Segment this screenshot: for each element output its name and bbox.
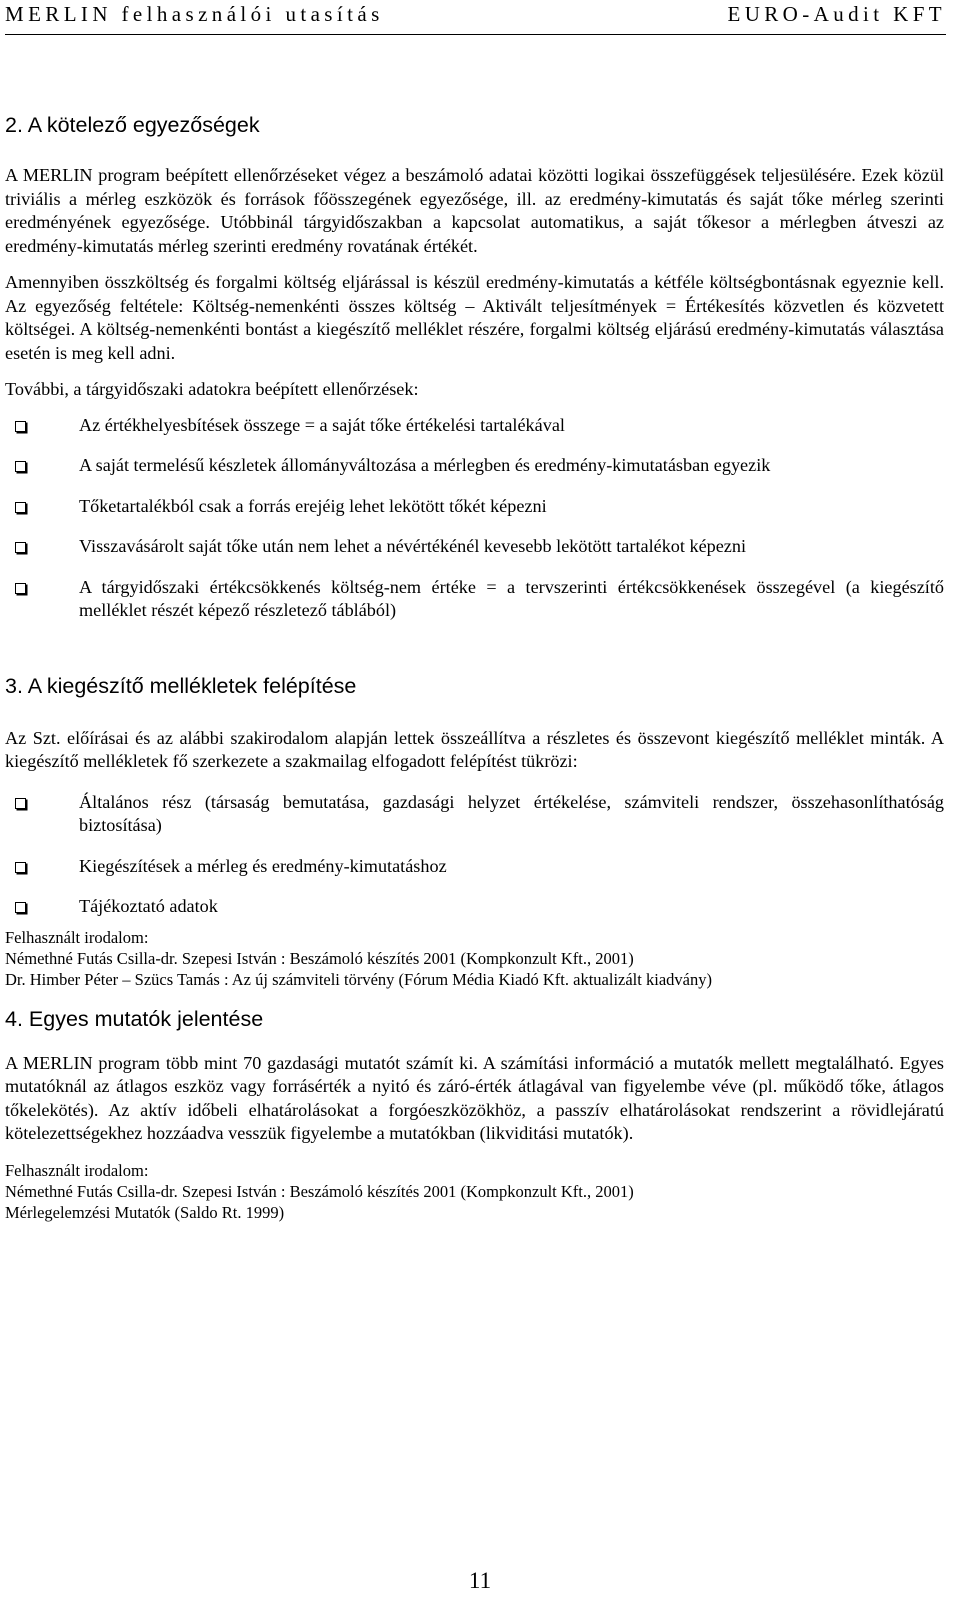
list-item: Általános rész (társaság bemutatása, gazdasági helyzet értékelése, számviteli rendszer, összehasonlíthatóság biztosítása) — [5, 791, 944, 838]
list-item: Tőketartalékból csak a forrás erejéig lehet lekötött tőkét képezni — [5, 495, 944, 519]
page-header — [5, 0, 946, 35]
reference-item: Dr. Himber Péter – Szücs Tamás : Az új számviteli törvény (Fórum Média Kiadó Kft. aktualizált kiadvány) — [5, 969, 712, 989]
references-label: Felhasznált irodalom: — [5, 1160, 149, 1180]
list-item: Visszavásárolt saját tőke után nem lehet a névértékénél kevesebb lekötött tartalékot képezni — [5, 535, 944, 559]
list-item: Tájékoztató adatok — [5, 895, 944, 919]
section-2-paragraph-1: A MERLIN program beépített ellenőrzéseket végez a beszámoló adatai közötti logikai összefüggések teljesülésére. Ezek közül triviális a mérleg eszközök és források főösszegének egyezősége, ill. az eredmény-kimutatás és saját tőke mérleg szerinti eredményének egyezősége. Utóbbinál tárgyidőszakban a kapcsolat automatikus, a saját tőkesor a mérlegben átveszi az eredmény-kimutatás mérleg szerinti eredmény rovatának értékét. — [5, 165, 944, 256]
list-item: Kiegészítések a mérleg és eredmény-kimutatáshoz — [5, 855, 944, 879]
reference-item: Némethné Futás Csilla-dr. Szepesi István : Beszámoló készítés 2001 (Kompkonzult Kft., 2001) — [5, 1181, 634, 1201]
list-item: Az értékhelyesbítések összege = a saját tőke értékelési tartalékával — [5, 414, 944, 438]
section-2-paragraph-2: Amennyiben összköltség és forgalmi költség eljárással is készül eredmény-kimutatás a kétféle költségbontásnak egyeznie kell. Az egyezőség feltétele: Költség-nemenkénti összes költség – Aktivált teljesítmények = Értékesítés közvetlen és közvetett költségei. A költség-nemenkénti bontást a kiegészítő melléklet részére, forgalmi költség eljárású eredmény-kimutatás választása esetén is meg kell adni. — [5, 272, 944, 363]
checkbox-bullet-icon — [15, 583, 26, 594]
checkbox-bullet-icon — [15, 421, 26, 432]
section-4-paragraph-1: A MERLIN program több mint 70 gazdasági mutatót számít ki. A számítási információ a mutatók mellett megtalálható. Egyes mutatóknál az átlagos eszköz vagy forrásérték a nyitó és záró-érték átlagával van figyelembe véve (pl. működő tőke, átlagos tőkelekötés). Az aktív időbeli elhatárolásokat a forgóeszközökhöz, a passzív elhatárolásokat rendszerint a rövidlejáratú kötelezettségekhez hozzáadva vesszük figyelembe a mutatókban (likviditási mutatók). — [5, 1052, 944, 1143]
section-4-references — [5, 1160, 944, 1223]
reference-item: Mérlegelemzési Mutatók (Saldo Rt. 1999) — [5, 1202, 285, 1222]
page-number: 11 — [468, 1568, 492, 1593]
section-2-paragraph-3: További, a tárgyidőszaki adatokra beépített ellenőrzések: — [5, 379, 419, 399]
reference-item: Némethné Futás Csilla-dr. Szepesi István : Beszámoló készítés 2001 (Kompkonzult Kft., 2001) — [5, 948, 634, 968]
checkbox-bullet-icon — [15, 542, 26, 553]
references-label: Felhasznált irodalom: — [5, 927, 149, 947]
list-item: A tárgyidőszaki értékcsökkenés költség-nem értéke = a tervszerinti értékcsökkenések összegével (a kiegészítő melléklet részét képező részletező táblából) — [5, 576, 944, 623]
header-company: EURO-Audit KFT — [727, 2, 946, 26]
checkbox-bullet-icon — [15, 862, 26, 873]
page-body — [5, 112, 944, 1223]
section-4-heading: 4. Egyes mutatók jelentése — [5, 1006, 264, 1031]
section-3-paragraph-1: Az Szt. előírásai és az alábbi szakirodalom alapján lettek összeállítva a részletes és összevont kiegészítő melléklet minták. A kiegészítő mellékletek fő szerkezete a szakmailag elfogadott felépítést tükrözi: — [5, 727, 944, 771]
section-3-references — [5, 927, 944, 990]
appendix-structure-list — [5, 791, 944, 919]
checkbox-bullet-icon — [15, 902, 26, 913]
section-3-heading: 3. A kiegészítő mellékletek felépítése — [5, 673, 357, 698]
header-title: MERLIN felhasználói utasítás — [5, 2, 384, 26]
section-2-heading: 2. A kötelező egyezőségek — [5, 113, 260, 137]
checkbox-bullet-icon — [15, 461, 26, 472]
list-item: A saját termelésű készletek állományváltozása a mérlegben és eredmény-kimutatásban egyezik — [5, 454, 944, 478]
checkbox-bullet-icon — [15, 502, 26, 513]
checkbox-bullet-icon — [15, 798, 26, 809]
checks-list — [5, 414, 944, 623]
